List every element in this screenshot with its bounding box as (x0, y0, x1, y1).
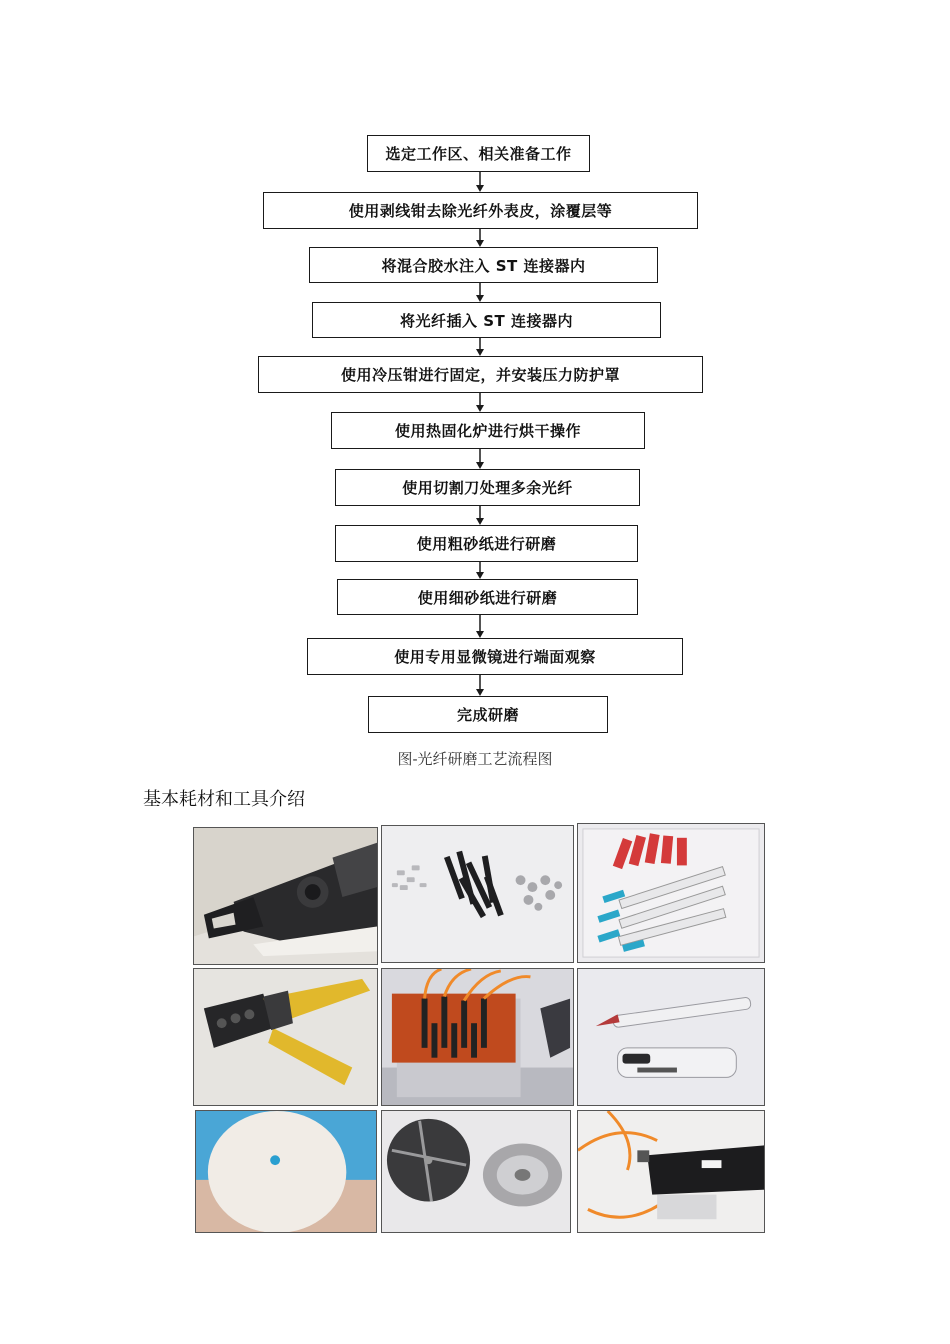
st-connector-parts-photo (381, 825, 574, 963)
flow-arrowhead (476, 689, 484, 696)
flow-arrowhead (476, 405, 484, 412)
flow-arrowhead (476, 295, 484, 302)
flow-arrowhead (476, 518, 484, 525)
epoxy-syringes-photo (577, 823, 765, 963)
flow-step-coarse-polish: 使用粗砂纸进行研磨 (335, 525, 638, 562)
flow-arrowhead (476, 462, 484, 469)
crimp-tool-photo (193, 968, 378, 1106)
flow-arrowhead (476, 349, 484, 356)
flow-step-cure-oven: 使用热固化炉进行烘干操作 (331, 412, 645, 449)
flow-step-crimp: 使用冷压钳进行固定，并安装压力防护罩 (258, 356, 703, 393)
flow-step-select-work-area: 选定工作区、相关准备工作 (367, 135, 590, 172)
flow-step-inject-glue: 将混合胶水注入 ST 连接器内 (309, 247, 658, 283)
flow-arrowhead (476, 572, 484, 579)
flow-arrowhead (476, 185, 484, 192)
cleaver-pen-photo (577, 968, 765, 1106)
flow-step-strip-fiber: 使用剥线钳去除光纤外表皮，涂覆层等 (263, 192, 698, 229)
flow-step-cleave: 使用切割刀处理多余光纤 (335, 469, 640, 506)
polishing-paper-photo (195, 1110, 377, 1233)
section-title: 基本耗材和工具介绍 (143, 789, 305, 810)
flow-arrowhead (476, 631, 484, 638)
fiber-stripper-photo (193, 827, 378, 965)
flow-step-insert-fiber: 将光纤插入 ST 连接器内 (312, 302, 661, 338)
curing-oven-photo (381, 968, 574, 1106)
flowchart-caption: 图-光纤研磨工艺流程图 (397, 750, 553, 768)
flow-arrowhead (476, 240, 484, 247)
flow-step-complete: 完成研磨 (368, 696, 608, 733)
polishing-pucks-photo (381, 1110, 571, 1233)
flow-step-microscope-inspect: 使用专用显微镜进行端面观察 (307, 638, 683, 675)
inspection-microscope-photo (577, 1110, 765, 1233)
flow-step-fine-polish: 使用细砂纸进行研磨 (337, 579, 638, 615)
